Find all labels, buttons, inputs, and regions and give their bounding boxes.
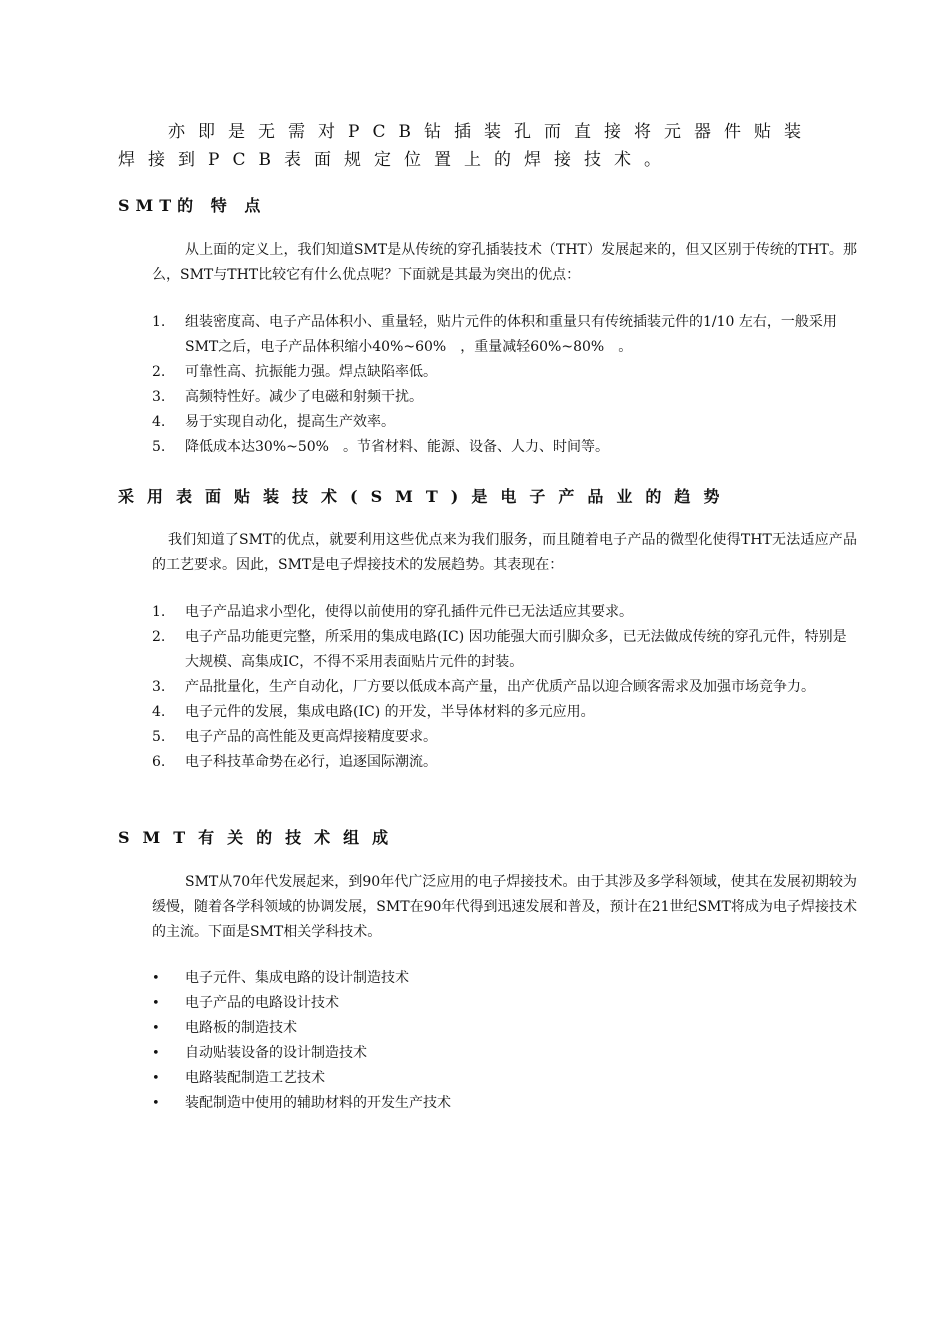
- section-2-numbered-list: [152, 600, 857, 775]
- intro-line-1: 亦即是无需对PCB钻插装孔而直接将元器件贴装: [168, 122, 814, 142]
- list-item: • 自动贴装设备的设计制造技术: [152, 1041, 857, 1066]
- bullet-icon: •: [152, 1046, 160, 1061]
- section-heading-smt-related-tech: SMT有关的技术组成: [118, 828, 402, 847]
- section-1-paragraph: 从上面的定义上，我们知道SMT是从传统的穿孔插装技术（THT）发展起来的，但又区别于传统的THT。那么，SMT与THT比较它有什么优点呢？下面就是其最为突出的优点：: [152, 242, 857, 283]
- list-item: 1. 电子产品追求小型化，使得以前使用的穿孔插件元件已无法适应其要求。: [152, 604, 633, 620]
- list-item: • 电子元件、集成电路的设计制造技术: [152, 966, 857, 991]
- bullet-icon: •: [152, 1071, 160, 1086]
- list-item: 5. 电子产品的高性能及更高焊接精度要求。: [152, 729, 437, 745]
- list-item: 5. 降低成本达30%~50% 。节省材料、能源、设备、人力、时间等。: [152, 439, 609, 455]
- list-item: 2. 电子产品功能更完整，所采用的集成电路(IC) 因功能强大而引脚众多，已无法做成传统的穿孔元件，特别是大规模、高集成IC，不得不采用表面贴片元件的封装。: [152, 629, 847, 670]
- list-item: 6. 电子科技革命势在必行，追逐国际潮流。: [152, 754, 437, 770]
- list-item: 4. 电子元件的发展，集成电路(IC) 的开发，半导体材料的多元应用。: [152, 704, 595, 720]
- list-item: 2. 可靠性高、抗振能力强。焊点缺陷率低。: [152, 364, 437, 380]
- list-item: • 电子产品的电路设计技术: [152, 991, 857, 1016]
- list-item: 3. 高频特性好。减少了电磁和射频干扰。: [152, 389, 423, 405]
- bullet-icon: •: [152, 996, 160, 1011]
- section-2-paragraph: 我们知道了SMT的优点，就要利用这些优点来为我们服务，而且随着电子产品的微型化使得THT无法适应产品的工艺要求。因此，SMT是电子焊接技术的发展趋势。其表现在：: [152, 532, 857, 573]
- list-item: • 电路板的制造技术: [152, 1016, 857, 1041]
- section-heading-smt-trend: 采用表面贴装技术(SMT)是电子产品业的趋势: [118, 487, 733, 506]
- bullet-icon: •: [152, 1021, 160, 1036]
- section-1-numbered-list: [152, 310, 857, 460]
- list-item: • 装配制造中使用的辅助材料的开发生产技术: [152, 1091, 857, 1116]
- list-item: 3. 产品批量化，生产自动化，厂方要以低成本高产量，出产优质产品以迎合顾客需求及加强市场竞争力。: [152, 679, 815, 695]
- bullet-icon: •: [152, 971, 160, 986]
- list-item: • 电路装配制造工艺技术: [152, 1066, 857, 1091]
- intro-paragraph: [118, 118, 838, 174]
- section-3-paragraph: SMT从70年代发展起来，到90年代广泛应用的电子焊接技术。由于其涉及多学科领域，使其在发展初期较为缓慢，随着各学科领域的协调发展，SMT在90年代得到迅速发展和普及，预计在21世纪SMT将成为电子焊接技术的主流。下面是SMT相关学科技术。: [152, 874, 857, 940]
- list-item: 1. 组装密度高、电子产品体积小、重量轻，贴片元件的体积和重量只有传统插装元件的1/10 左右，一般采用SMT之后，电子产品体积缩小40%~60% ，重量减轻60%~80% 。: [152, 314, 837, 355]
- section-3-bullet-list: [152, 966, 857, 1116]
- bullet-icon: •: [152, 1096, 160, 1111]
- section-heading-smt-features: SMT的 特 点: [118, 196, 267, 215]
- intro-line-2: 焊接到PCB表面规定位置上的焊接技术。: [118, 150, 674, 170]
- list-item: 4. 易于实现自动化，提高生产效率。: [152, 414, 395, 430]
